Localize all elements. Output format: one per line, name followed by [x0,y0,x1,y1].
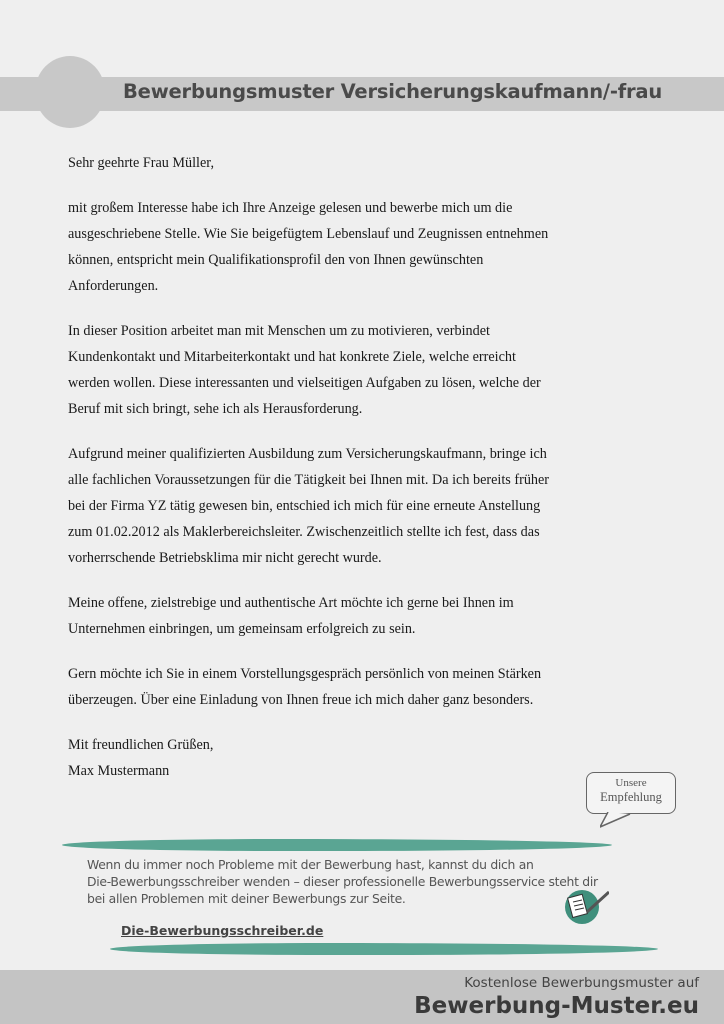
brush-stroke-bottom [110,943,658,955]
letter-body [68,150,688,784]
header-circle [35,56,105,128]
bubble-line: Empfehlung [600,790,662,804]
paragraph: Gern möchte ich Sie in einem Vorstellungsgespräch persönlich von meinen Stärken überzeugen. Über eine Einladung von Ihnen freue ich mich daher ganz besonders. [68,666,542,708]
document-pen-icon [565,890,599,924]
closing: Mit freundlichen Grüßen, [68,737,214,753]
salutation: Sehr geehrte Frau Müller, [68,155,214,171]
paragraph: Meine offene, zielstrebige und authentische Art möchte ich gerne bei Ihnen im Unternehmen einbringen, um gemeinsam erfolgreich zu sein. [68,595,514,637]
bubble-line: Unsere [615,777,647,789]
promo-text: Wenn du immer noch Probleme mit der Bewerbung hast, kannst du dich an Die-Bewerbungsschreiber wenden – dieser professionelle Bewerbungsservice steht dir bei allen Problemen mit deiner Bewerbungs zur Seite. [87,857,598,906]
paragraph: In dieser Position arbeitet man mit Menschen um zu motivieren, verbindet Kundenkontakt und Mitarbeiterkontakt und hat konkrete Ziele, welche erreicht werden wollen. Diese interessanten und vielseitigen Aufgaben zu lösen, welche der Beruf mit sich bringt, sehe ich als Herausforderung. [68,323,541,417]
signature: Max Mustermann [68,763,170,779]
recommendation-bubble [586,772,676,814]
bewerbungsschreiber-link[interactable]: Die-Bewerbungsschreiber.de [121,923,324,938]
paragraph: mit großem Interesse habe ich Ihre Anzeige gelesen und bewerbe mich um die ausgeschriebene Stelle. Wie Sie beigefügtem Lebenslauf und Zeugnissen entnehmen können, entspricht mein Qualifikationsprofil den von Ihnen gewünschten Anforderungen. [68,200,549,294]
brush-stroke-top [62,839,612,851]
page-title: Bewerbungsmuster Versicherungskaufmann/-frau [123,80,663,103]
footer-site-name[interactable]: Bewerbung-Muster.eu [414,993,699,1019]
bubble-tail-icon [600,812,640,832]
footer-tagline: Kostenlose Bewerbungsmuster auf [464,975,699,991]
paragraph: Aufgrund meiner qualifizierten Ausbildung zum Versicherungskaufmann, bringe ich alle fachlichen Voraussetzungen für die Tätigkeit bei Ihnen mit. Da ich bereits früher bei der Firma YZ tätig gewesen bin, entschied ich mich für eine erneute Anstellung zum 01.02.2012 als Maklerbereichsleiter. Zwischenzeitlich stellte ich fest, dass das vorherrschende Betriebsklima mir nicht gerecht wurde. [68,446,550,566]
